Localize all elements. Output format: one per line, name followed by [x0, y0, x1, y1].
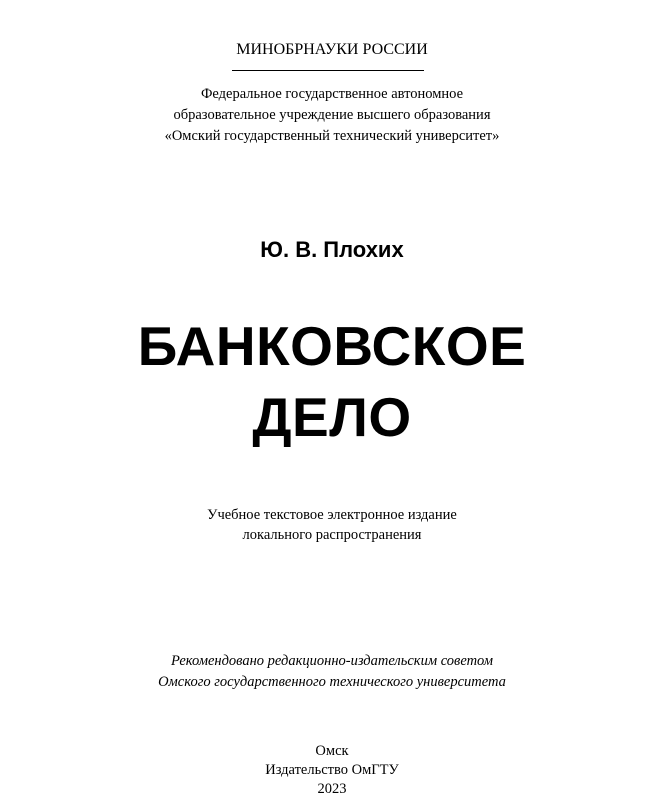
header-divider [232, 70, 424, 71]
organization-line-3: «Омский государственный технический университет» [164, 128, 500, 144]
author-name: Ю. В. Плохих [260, 237, 404, 262]
imprint-city: Омск [315, 743, 349, 759]
recommendation-line-1: Рекомендовано редакционно-издательским советом [171, 653, 493, 669]
book-title-line-1: БАНКОВСКОЕ [137, 315, 527, 377]
book-title-line-2: ДЕЛО [252, 386, 412, 448]
organization-line-1: Федеральное государственное автономное [200, 86, 464, 102]
imprint-year: 2023 [317, 781, 347, 797]
imprint-publisher: Издательство ОмГТУ [265, 762, 399, 778]
organization-line-2: образовательное учреждение высшего образования [173, 107, 491, 123]
edition-type-line-2: локального распространения [242, 527, 422, 543]
edition-type-line-1: Учебное текстовое электронное издание [207, 507, 457, 523]
ministry-name: МИНОБРНАУКИ РОССИИ [236, 41, 428, 58]
recommendation-line-2: Омского государственного технического университета [158, 674, 506, 690]
